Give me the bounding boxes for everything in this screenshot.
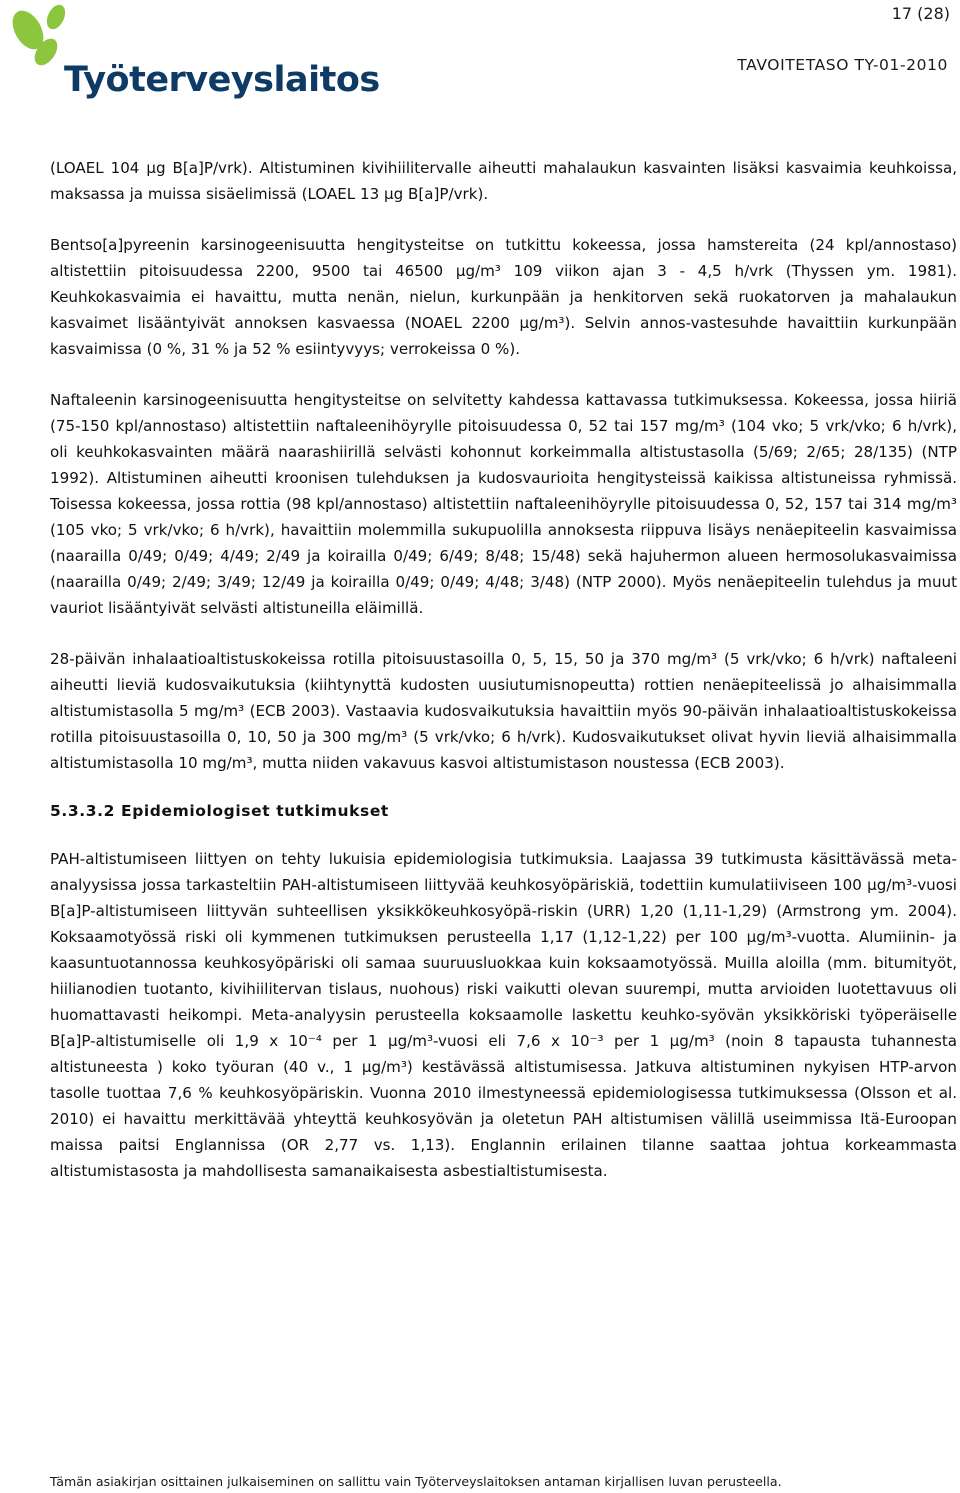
footer-notice: Tämän asiakirjan osittainen julkaiseminen on sallittu vain Työterveyslaitoksen antaman kirjallisen luvan perusteella.: [50, 1474, 782, 1489]
section-heading: 5.3.3.2 Epidemiologiset tutkimukset: [50, 802, 389, 820]
document-body: [50, 155, 957, 1184]
paragraph-28-day-study: 28-päivän inhalaatioaltistuskokeissa rotilla pitoisuustasoilla 0, 5, 15, 50 ja 370 mg/m³ (5 vrk/vko; 6 h/vrk) naftaleeni aiheutti lieviä kudosvaikutuksia (kiihtynyttä kudosten uusiutumisnopeutta) rottien nenäepiteelissä jo alhaisimmalla altistumistasolla 5 mg/m³ (ECB 2003). Vastaavia kudosvaikutuksia havaittiin myös 90-päivän inhalaatioaltistuskokeissa rotilla pitoisuustasoilla 0, 10, 50 ja 300 mg/m³ (5 vrk/vko; 6 h/vrk). Kudosvaikutukset olivat hyvin lieviä alhaisimmalla altistumistasolla 10 mg/m³, mutta niiden vakavuus kasvoi altistumistason noustessa (ECB 2003).: [50, 650, 957, 772]
page-number: 17 (28): [891, 4, 950, 23]
paragraph-naphthalene: Naftaleenin karsinogeenisuutta hengitysteitse on selvitetty kahdessa kattavassa tutkimuksessa. Kokeessa, jossa hiiriä (75-150 kpl/annostaso) altistettiin naftaleenihöyrylle pitoisuudessa 0, 52 tai 157 mg/m³ (104 vko; 5 vrk/vko; 6 h/vrk), oli keuhkokasvainten määrä naarashiirillä selvästi kohonnut korkeimmalla altistustasolla (5/69; 2/65; 28/135) (NTP 1992). Altistuminen aiheutti kroonisen tulehduksen ja kudosvaurioita hengitysteissä kaikissa altistuneissa ryhmissä. Toisessa kokeessa, jossa rottia (98 kpl/annostaso) altistettiin naftaleenihöyrylle pitoisuudessa 0, 52, 157 tai 314 mg/m³ (105 vko; 5 vrk/vko; 6 h/vrk), havaittiin molemmilla sukupuolilla annoksesta riippuva lisäys nenäepiteelin kasvaimissa (naarailla 0/49; 0/49; 4/49; 2/49 ja koirailla 0/49; 6/49; 8/48; 15/48) sekä hajuhermon alueen hermosolukasvaimissa (naarailla 0/49; 2/49; 3/49; 12/49 ja koirailla 0/49; 0/49; 4/48; 3/48) (NTP 2000). Myös nenäepiteelin tulehdus ja muut vauriot lisääntyivät selvästi altistuneilla eläimillä.: [50, 391, 957, 617]
paragraph-epidemiology: PAH-altistumiseen liittyen on tehty lukuisia epidemiologisia tutkimuksia. Laajassa 39 tutkimusta käsittävässä meta-analyysissa jossa tarkasteltiin PAH-altistumiseen liittyvää keuhkosyöpäriskiä, todettiin kumulatiiviseen 100 µg/m³-vuosi B[a]P-altistumiseen liittyvän suhteellisen yksikkökeuhkosyöpä-riskin (URR) 1,20 (1,11-1,29) (Armstrong ym. 2004). Koksaamotyössä riski oli kymmenen tutkimuksen perusteella 1,17 (1,12-1,22) per 100 µg/m³-vuotta. Alumiinin- ja kaasuntuotannossa keuhkosyöpäriski oli samaa suuruusluokkaa kuin koksaamotyössä. Muilla aloilla (mm. bitumityöt, hiilianodien tuotanto, kivihiilitervan tislaus, nuohous) riski vaikutti olevan suurempi, mutta arvioiden luotettavuus oli huomattavasti heikompi. Meta-analyysin perusteella koksaamolle laskettu keuhko-syövän yksikköriski työperäiselle B[a]P-altistumiselle oli 1,9 x 10⁻⁴ per 1 µg/m³-vuosi eli 7,6 x 10⁻³ per 1 µg/m³ (noin 8 tapausta tuhannesta altistuneesta ) koko työuran (40 v., 1 µg/m³) kestävässä altistumisessa. Jatkuva altistuminen nykyisen HTP-arvon tasolle tuottaa 7,6 % keuhkosyöpäriskin. Vuonna 2010 ilmestyneessä epidemiologisessa tutkimuksessa (Olsson et al. 2010) ei havaittu merkittävää yhteyttä keuhkosyövän ja oletetun PAH altistumisen välillä useimmissa Itä-Euroopan maissa paitsi Englannissa (OR 2,77 vs. 1,13). Englannin erilainen tilanne saattaa johtua korkeammasta altistumistasosta ja mahdollisesta samanaikaisesta asbestialtistumisesta.: [50, 850, 957, 1180]
logo-wordmark: Työterveyslaitos: [64, 60, 380, 100]
document-code: TAVOITETASO TY-01-2010: [737, 56, 948, 74]
paragraph-benzopyrene: Bentso[a]pyreenin karsinogeenisuutta hengitysteitse on tutkittu kokeessa, jossa hamstereita (24 kpl/annostaso) altistettiin pitoisuudessa 2200, 9500 tai 46500 µg/m³ 109 viikon ajan 3 - 4,5 h/vrk (Thyssen ym. 1981). Keuhkokasvaimia ei havaittu, mutta nenän, nielun, kurkunpään ja henkitorven sekä ruokatorven ja mahalaukun kasvaimet lisääntyivät annoksen kasvaessa (NOAEL 2200 µg/m³). Selvin annos-vastesuhde havaittiin kurkunpään kasvaimissa (0 %, 31 % ja 52 % esiintyvyys; verrokeissa 0 %).: [50, 236, 957, 358]
paragraph-loael: (LOAEL 104 µg B[a]P/vrk). Altistuminen kivihiilitervalle aiheutti mahalaukun kasvainten lisäksi kasvaimia keuhkoissa, maksassa ja muissa sisäelimissä (LOAEL 13 µg B[a]P/vrk).: [50, 159, 957, 203]
